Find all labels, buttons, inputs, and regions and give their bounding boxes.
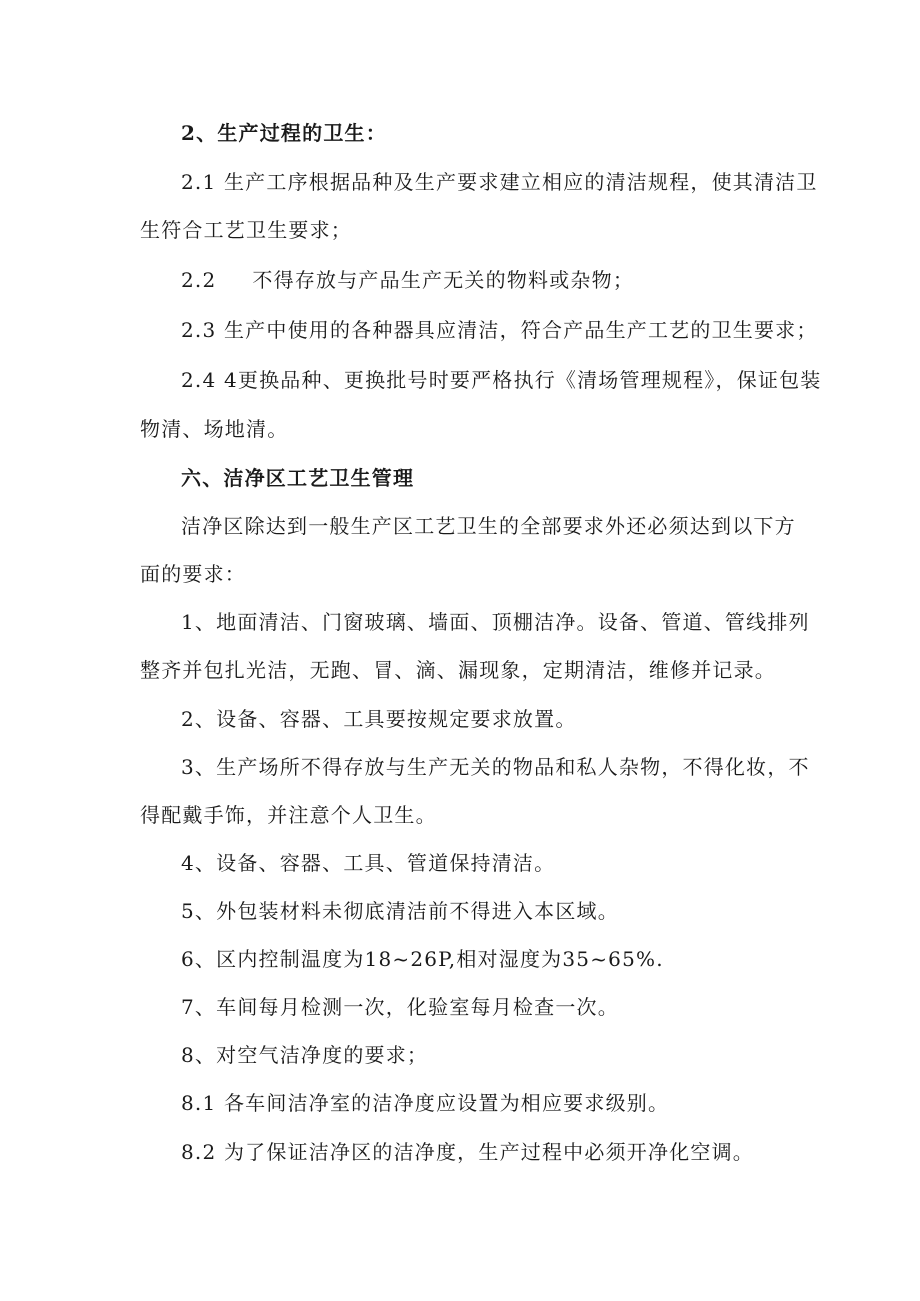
section-heading-production-hygiene: 2、生产过程的卫生： — [181, 121, 387, 145]
paragraph-line: 得配戴手饰，并注意个人卫生。 — [140, 803, 437, 827]
paragraph-line: 2.1 生产工序根据品种及生产要求建立相应的清洁规程，使其清洁卫 — [181, 170, 818, 194]
paragraph-line: 物清、场地清。 — [140, 417, 289, 441]
paragraph-line: 8.2 为了保证洁净区的洁净度，生产过程中必须开净化空调。 — [181, 1140, 754, 1164]
paragraph-line: 7、车间每月检测一次，化验室每月检查一次。 — [181, 995, 619, 1019]
paragraph-line: 2.4 4更换品种、更换批号时要严格执行《清场管理规程》，保证包装 — [181, 368, 822, 392]
paragraph-line: 2.3 生产中使用的各种器具应清洁，符合产品生产工艺的卫生要求； — [181, 318, 818, 342]
paragraph-line: 2、设备、容器、工具要按规定要求放置。 — [181, 707, 577, 731]
paragraph-line: 6、区内控制温度为18~26P,相对湿度为35~65%. — [181, 947, 664, 971]
paragraph-line: 生符合工艺卫生要求； — [140, 218, 352, 242]
paragraph-line: 8、对空气洁净度的要求； — [181, 1043, 429, 1067]
paragraph-line: 整齐并包扎光洁，无跑、冒、滴、漏现象，定期清洁，维修并记录。 — [140, 658, 776, 682]
paragraph-line: 5、外包装材料未彻底清洁前不得进入本区域。 — [181, 899, 619, 923]
item-number: 2.2 — [181, 268, 217, 292]
paragraph-line: 3、生产场所不得存放与生产无关的物品和私人杂物，不得化妆，不 — [181, 755, 810, 779]
paragraph-line: 8.1 各车间洁净室的洁净度应设置为相应要求级别。 — [181, 1091, 670, 1115]
paragraph-line: 4、设备、容器、工具、管道保持清洁。 — [181, 851, 556, 875]
paragraph-line: 面的要求： — [140, 562, 246, 586]
item-text: 不得存放与产品生产无关的物料或杂物； — [252, 268, 635, 292]
section-heading-clean-area: 六、洁净区工艺卫生管理 — [181, 466, 415, 490]
paragraph-line: 1、地面清洁、门窗玻璃、墙面、顶棚洁净。设备、管道、管线排列 — [181, 610, 810, 634]
paragraph-line: 洁净区除达到一般生产区工艺卫生的全部要求外还必须达到以下方 — [181, 514, 796, 538]
paragraph-line — [181, 268, 634, 292]
